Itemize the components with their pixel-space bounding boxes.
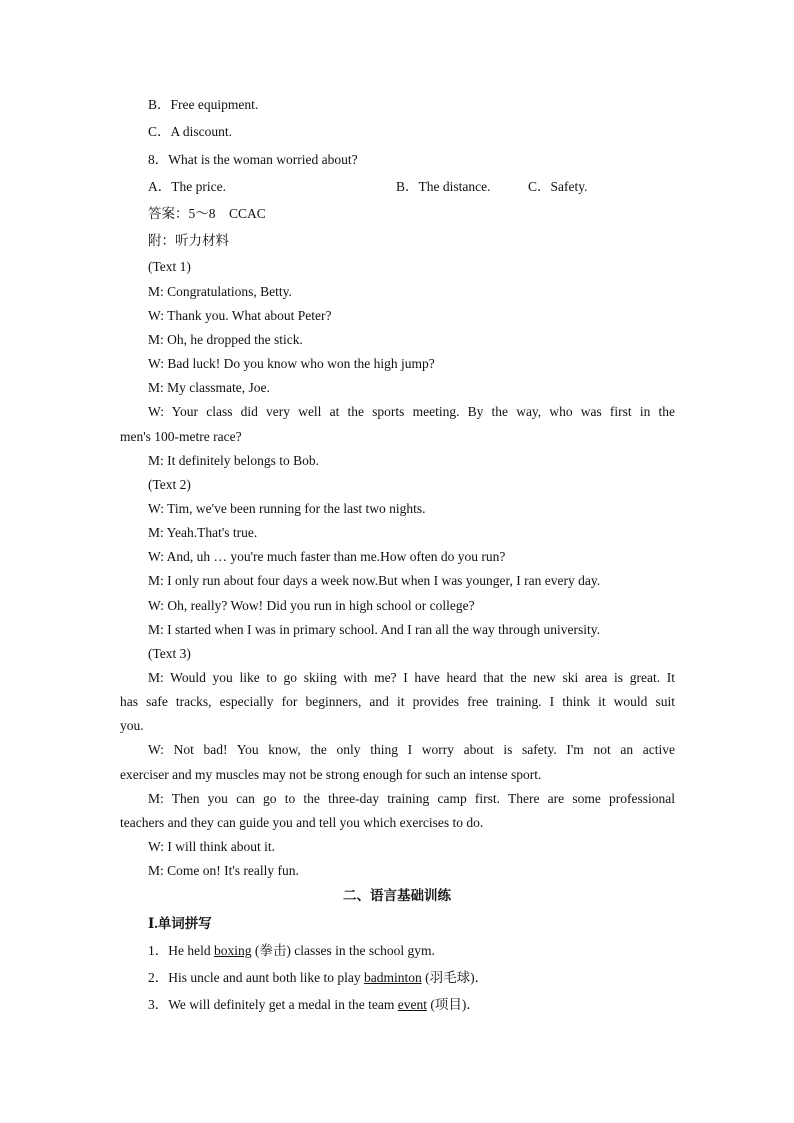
text1-last-line: M: It definitely belongs to Bob. bbox=[148, 453, 319, 468]
spelling-answer: event bbox=[397, 997, 427, 1012]
spelling-item-prefix: 3．We will definitely get a medal in the team bbox=[148, 997, 398, 1012]
spelling-answer: badminton bbox=[363, 970, 422, 985]
spelling-answer: boxing bbox=[213, 943, 252, 958]
text2-line: W: And, uh … you're much faster than me.How often do you run? bbox=[148, 549, 506, 564]
spelling-item-suffix: (拳击) classes in the school gym. bbox=[251, 943, 435, 958]
option-c-discount: C．A discount. bbox=[148, 124, 233, 139]
text2-label: (Text 2) bbox=[148, 477, 191, 492]
text2-line: W: Oh, really? Wow! Did you run in high school or college? bbox=[148, 598, 475, 613]
text3-line: M: Come on! It's really fun. bbox=[148, 863, 299, 878]
spelling-item-prefix: 1．He held bbox=[148, 943, 214, 958]
text2-line: M: Yeah.That's true. bbox=[148, 525, 258, 540]
text3-p3-line: M: Then you can go to the three-day training camp first. There are some professional bbox=[148, 791, 675, 806]
spelling-item-suffix: (羽毛球)． bbox=[421, 970, 489, 985]
text3-p2-line: exerciser and my muscles may not be strong enough for such an intense sport. bbox=[120, 767, 542, 782]
text1-line: M: My classmate, Joe. bbox=[148, 380, 270, 395]
q8-option-c: C．Safety. bbox=[528, 179, 588, 194]
text1-paragraph-line1: W: Your class did very well at the sports meeting. By the way, who was first in the bbox=[148, 404, 675, 419]
spelling-item-prefix: 2．His uncle and aunt both like to play bbox=[148, 970, 364, 985]
text1-label: (Text 1) bbox=[148, 259, 191, 274]
q8-option-a: A．The price. bbox=[148, 179, 226, 194]
answer-key: 答案：5～8 CCAC bbox=[148, 206, 266, 221]
text2-line: M: I only run about four days a week now.But when I was younger, I ran every day. bbox=[148, 573, 601, 588]
text3-label: (Text 3) bbox=[148, 646, 191, 661]
text3-p3-line: teachers and they can guide you and tell you which exercises to do. bbox=[120, 815, 484, 830]
text3-p2-line: W: Not bad! You know, the only thing I worry about is safety. I'm not an active bbox=[148, 742, 675, 757]
spelling-item-suffix: (项目)． bbox=[426, 997, 480, 1012]
text3-p1-line: you. bbox=[120, 718, 144, 733]
text1-paragraph-line2: men's 100-metre race? bbox=[120, 429, 242, 444]
q8-option-b: B．The distance. bbox=[396, 179, 491, 194]
text3-p1-line: M: Would you like to go skiing with me? I have heard that the new ski area is great. It bbox=[148, 670, 675, 685]
text2-line: W: Tim, we've been running for the last two nights. bbox=[148, 501, 426, 516]
text3-p1-line: has safe tracks, especially for beginners, and it provides free training. I think it would suit bbox=[120, 694, 675, 709]
text3-line: W: I will think about it. bbox=[148, 839, 275, 854]
question-8: 8．What is the woman worried about? bbox=[148, 152, 358, 167]
section-subtitle: Ⅰ.单词拼写 bbox=[148, 916, 212, 931]
spelling-item bbox=[148, 996, 480, 1014]
text1-line: W: Thank you. What about Peter? bbox=[148, 308, 332, 323]
option-b-free-equipment: B．Free equipment. bbox=[148, 97, 259, 112]
text1-line: M: Congratulations, Betty. bbox=[148, 284, 292, 299]
text1-line: W: Bad luck! Do you know who won the high jump? bbox=[148, 356, 435, 371]
text1-line: M: Oh, he dropped the stick. bbox=[148, 332, 303, 347]
spelling-item bbox=[148, 969, 488, 987]
appendix-heading: 附：听力材料 bbox=[148, 233, 229, 248]
section-title: 二、语言基础训练 bbox=[343, 888, 451, 903]
spelling-item bbox=[148, 942, 435, 960]
text2-line: M: I started when I was in primary school. And I ran all the way through university. bbox=[148, 622, 601, 637]
